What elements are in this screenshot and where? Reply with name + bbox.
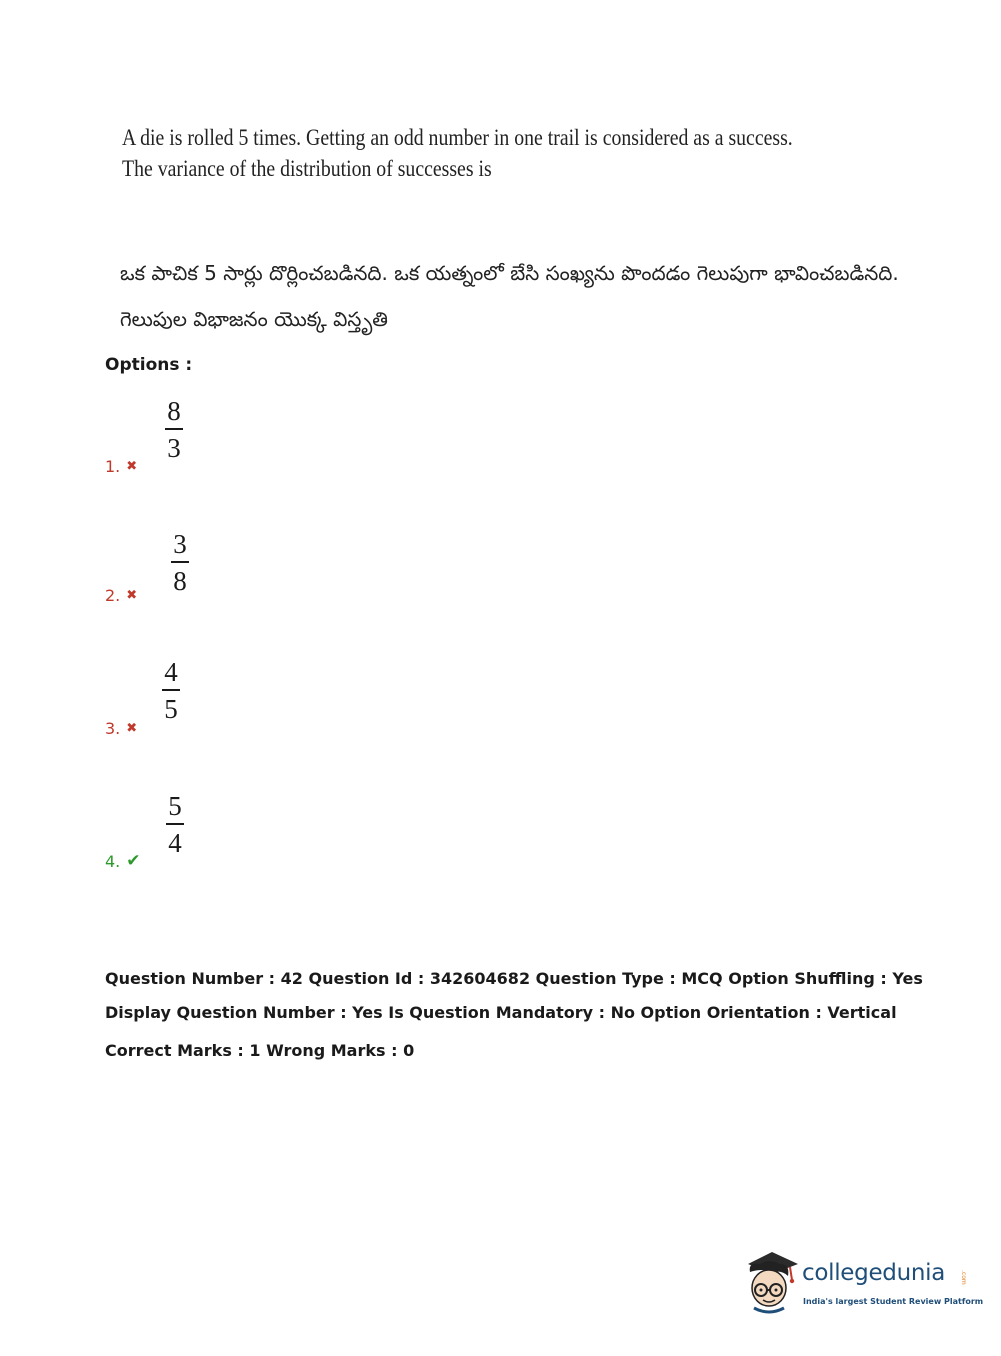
logo-tld: .com	[960, 1270, 967, 1285]
option-3-fraction	[162, 656, 180, 725]
denominator: 5	[164, 694, 178, 724]
numerator: 4	[164, 657, 178, 687]
cross-icon: ✖	[126, 721, 138, 736]
question-text-english	[122, 122, 793, 184]
numerator: 5	[168, 791, 182, 821]
mascot-icon	[742, 1250, 800, 1316]
denominator: 3	[167, 433, 181, 463]
option-3	[105, 719, 137, 738]
cross-icon: ✖	[126, 588, 138, 603]
option-1	[105, 457, 137, 476]
numerator: 8	[167, 396, 181, 426]
question-line: The variance of the distribution of successes is	[122, 156, 492, 181]
fraction-bar	[166, 823, 184, 825]
question-line: గెలుపుల విభాజనం యొక్క విస్తృతి	[120, 307, 388, 331]
option-4	[105, 852, 141, 871]
question-line: A die is rolled 5 times. Getting an odd number in one trail is considered as a success.	[122, 125, 793, 150]
option-2	[105, 586, 137, 605]
fraction-bar	[162, 689, 180, 691]
option-number: 4.	[105, 852, 121, 871]
question-meta-line-3: Correct Marks : 1 Wrong Marks : 0	[105, 1041, 415, 1060]
fraction-bar	[171, 561, 189, 563]
cross-icon: ✖	[126, 459, 138, 474]
option-1-fraction	[165, 395, 183, 464]
logo-name: collegedunia	[802, 1260, 946, 1286]
option-2-fraction	[171, 528, 189, 597]
denominator: 4	[168, 828, 182, 858]
option-number: 3.	[105, 719, 121, 738]
question-meta-line-2: Display Question Number : Yes Is Question Mandatory : No Option Orientation : Vertical	[105, 1003, 897, 1022]
option-number: 2.	[105, 586, 121, 605]
logo-tagline: India's largest Student Review Platform	[803, 1297, 984, 1306]
collegedunia-logo	[742, 1250, 984, 1316]
numerator: 3	[173, 529, 187, 559]
question-line: ఒక పాచిక 5 సార్లు దొర్లించబడినది. ఒక యత్నంలో బేసి సంఖ్యను పొందడం గెలుపుగా భావించబడినది.	[120, 261, 899, 285]
fraction-bar	[165, 428, 183, 430]
option-number: 1.	[105, 457, 121, 476]
options-label: Options :	[105, 355, 193, 375]
option-4-fraction	[166, 790, 184, 859]
question-meta-line-1: Question Number : 42 Question Id : 342604682 Question Type : MCQ Option Shuffling : Yes	[105, 969, 923, 988]
denominator: 8	[173, 566, 187, 596]
question-text-telugu	[120, 250, 899, 342]
check-icon: ✔	[126, 851, 141, 871]
